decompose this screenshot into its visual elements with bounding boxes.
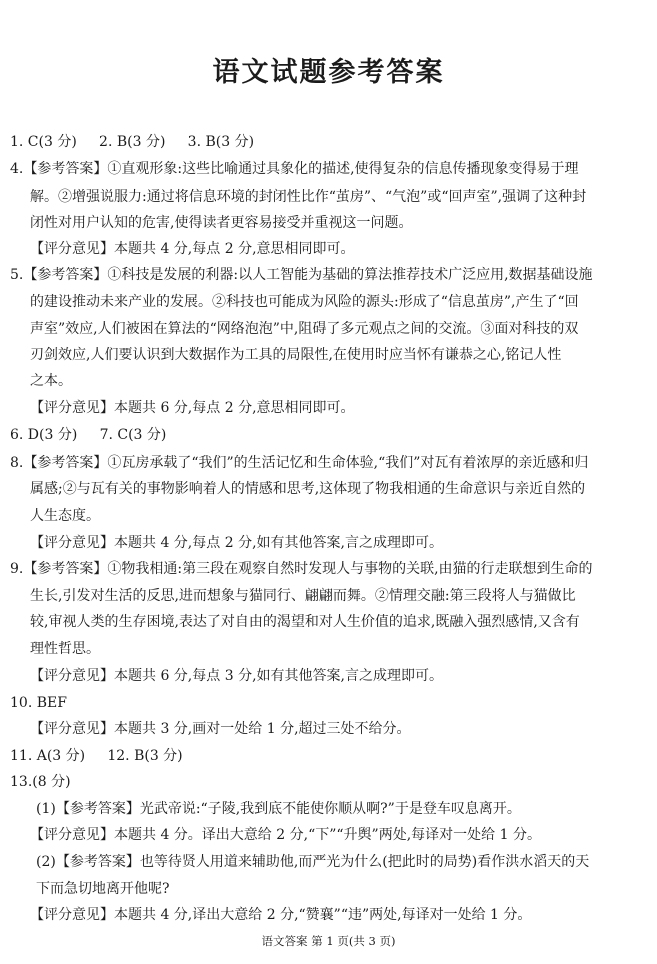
grading-note-q9: 【评分意见】本题共 6 分,每点 3 分,如有其他答案,言之成理即可。 xyxy=(30,668,443,684)
answer-line-q8: 人生态度。 xyxy=(30,508,100,524)
grading-note-q13-1: 【评分意见】本题共 4 分。译出大意给 2 分,“下”“升舆”两处,每译对一处给 1 分。 xyxy=(30,827,541,843)
grading-note-q10: 【评分意见】本题共 3 分,画对一处给 1 分,超过三处不给分。 xyxy=(30,721,411,737)
answer-line-q13-1: (1)【参考答案】光武帝说:“子陵,我到底不能使你顺从啊?”于是登车叹息离开。 xyxy=(36,801,521,817)
answer-line-q11-12: 11. A(3 分) 12. B(3 分) xyxy=(10,748,183,764)
answer-line-q4: 4.【参考答案】①直观形象:这些比喻通过具象化的描述,使得复杂的信息传播现象变得易于理 xyxy=(10,161,579,177)
grading-note-q13-2: 【评分意见】本题共 4 分,译出大意给 2 分,“赞襄”“违”两处,每译对一处给 1 分。 xyxy=(30,907,532,923)
page-title: 语文试题参考答案 xyxy=(212,57,445,88)
answer-line-q6-7: 6. D(3 分) 7. C(3 分) xyxy=(10,427,167,443)
answer-line-q9: 较,审视人类的生存困境,表达了对自由的渴望和对人生价值的追求,既融入强烈感情,又含有 xyxy=(30,614,580,630)
answer-line-q13: 13.(8 分) xyxy=(10,774,71,790)
answer-line-q9: 生长,引发对生活的反思,进而想象与猫同行、翩翩而舞。②情理交融:第三段将人与猫做比 xyxy=(30,588,576,604)
answer-line-q5: 的建设推动未来产业的发展。②科技也可能成为风险的源头:形成了“信息茧房”,产生了“回 xyxy=(30,294,579,310)
answer-line-q5: 声室”效应,人们被困在算法的“网络泡泡”中,阻碍了多元观点之间的交流。③面对科技的双 xyxy=(30,321,579,337)
answer-line-q8: 8.【参考答案】①瓦房承载了“我们”的生活记忆和生命体验,“我们”对瓦有着浓厚的亲近感和归 xyxy=(10,455,589,471)
answer-line-q8: 属感;②与瓦有关的事物影响着人的情感和思考,这体现了物我相通的生命意识与亲近自然的 xyxy=(30,481,586,497)
answer-line-q9: 9.【参考答案】①物我相通:第三段在观察自然时发现人与事物的关联,由猫的行走联想到生命的 xyxy=(10,561,593,577)
answer-line-q4: 解。②增强说服力:通过将信息环境的封闭性比作“茧房”、“气泡”或“回声室”,强调了这种封 xyxy=(30,189,587,205)
answer-line-q5: 5.【参考答案】①科技是发展的利器:以人工智能为基础的算法推荐技术广泛应用,数据基础设施 xyxy=(10,267,593,283)
grading-note-q8: 【评分意见】本题共 4 分,每点 2 分,如有其他答案,言之成理即可。 xyxy=(30,535,443,551)
answer-line-q5: 之本。 xyxy=(30,373,72,389)
answer-line-q1-3: 1. C(3 分) 2. B(3 分) 3. B(3 分) xyxy=(10,134,255,150)
answer-line-q9: 理性哲思。 xyxy=(30,641,100,657)
answer-line-q13-2: (2)【参考答案】也等待贤人用道来辅助他,而严光为什么(把此时的局势)看作洪水滔天的天 xyxy=(36,854,590,870)
answer-line-q10: 10. BEF xyxy=(10,695,67,711)
grading-note-q5: 【评分意见】本题共 6 分,每点 2 分,意思相同即可。 xyxy=(30,400,355,416)
grading-note-q4: 【评分意见】本题共 4 分,每点 2 分,意思相同即可。 xyxy=(30,241,355,257)
page-footer: 语文答案 第 1 页(共 3 页) xyxy=(261,934,396,948)
answer-line-q4: 闭性对用户认知的危害,使得读者更容易接受并重视这一问题。 xyxy=(30,215,413,231)
answer-line-q13-2: 下而急切地离开他呢? xyxy=(36,881,170,897)
answer-line-q5: 刃剑效应,人们要认识到大数据作为工具的局限性,在使用时应当怀有谦恭之心,铭记人性 xyxy=(30,347,562,363)
